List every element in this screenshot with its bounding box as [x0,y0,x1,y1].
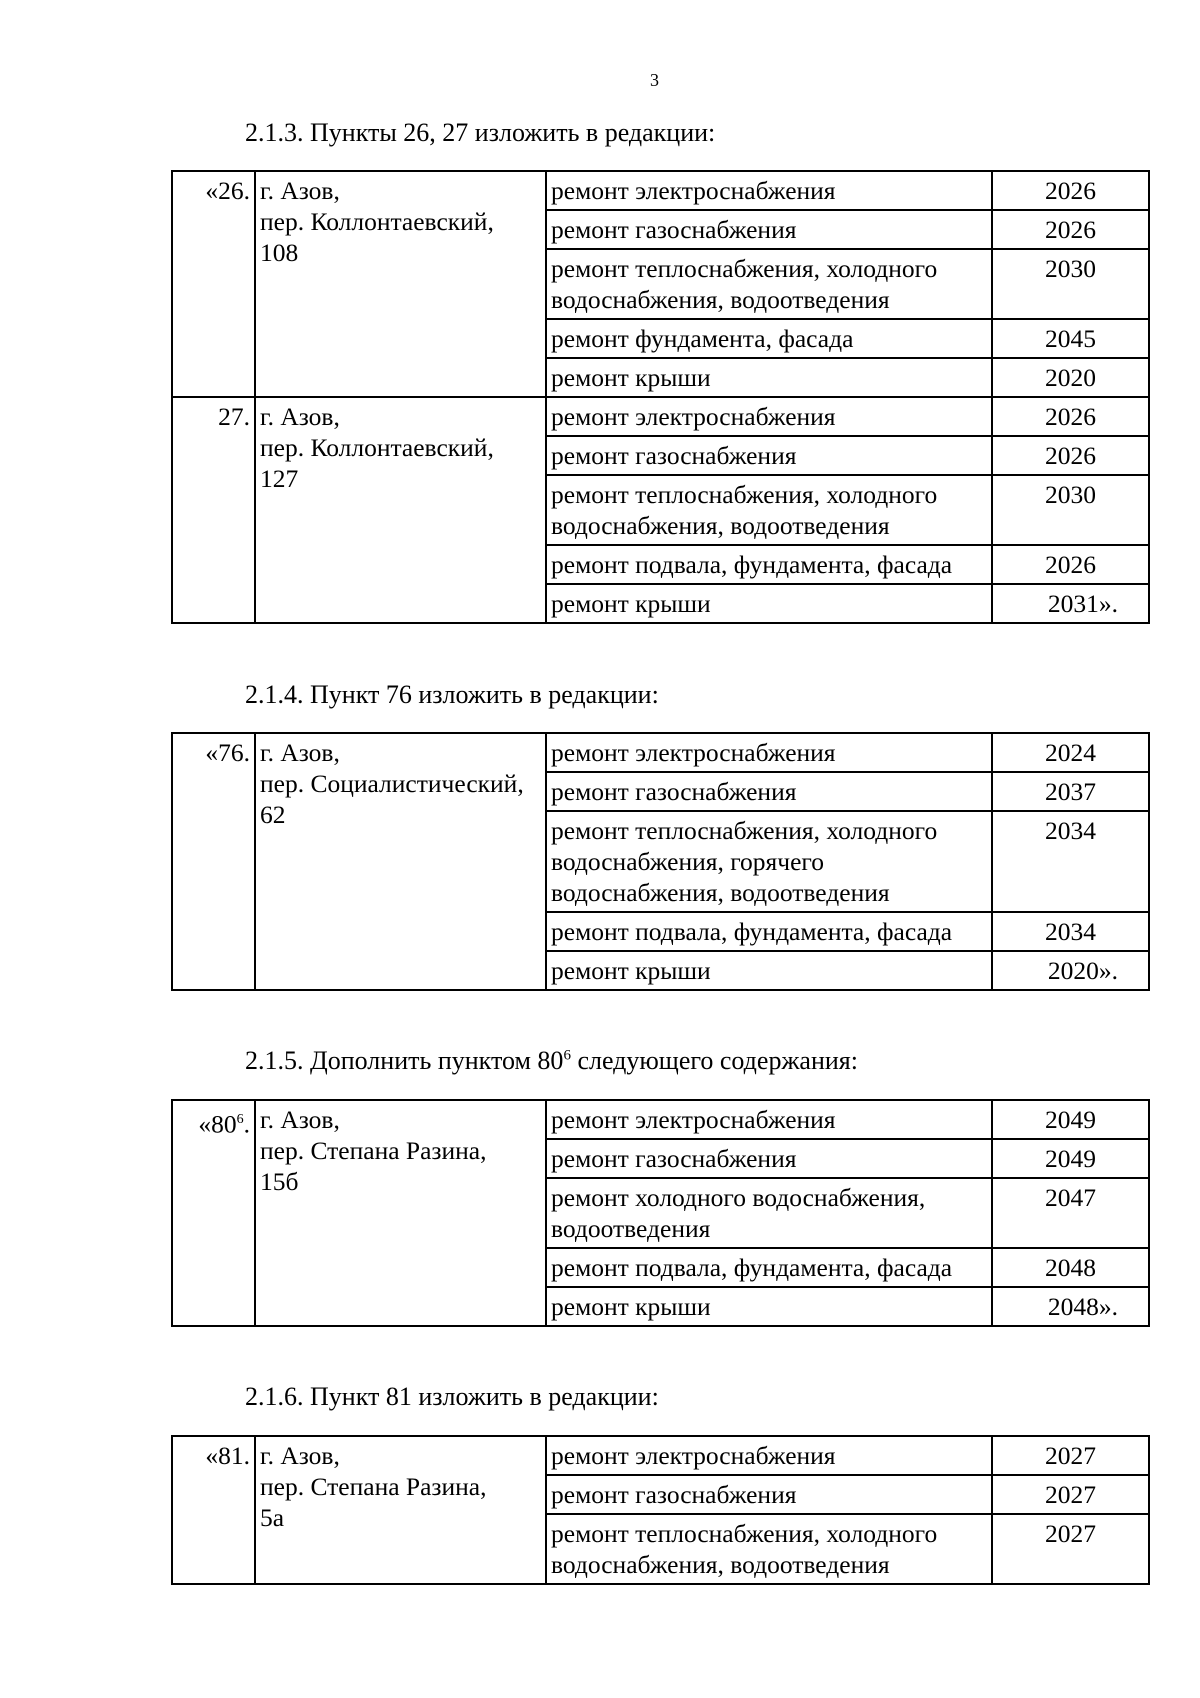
work-year: 2034 [992,912,1149,951]
section-heading: 2.1.6. Пункт 81 изложить в редакции: [245,1382,659,1411]
work-year: 2027 [992,1475,1149,1514]
work-year: 2045 [992,319,1149,358]
work-type: ремонт крыши [546,951,992,990]
work-type: ремонт газоснабжения [546,1139,992,1178]
address-house: 62 [260,800,286,829]
section-heading [245,1046,858,1076]
work-type: ремонт крыши [546,358,992,397]
address-house: 5а [260,1503,285,1532]
work-type: ремонт холодного водоснабжения, водоотведения [546,1178,992,1248]
work-type: ремонт теплоснабжения, холодного водоснабжения, горячего водоснабжения, водоотведения [546,811,992,912]
work-year: 2049 [992,1139,1149,1178]
work-year: 2027 [992,1436,1149,1475]
work-type: ремонт газоснабжения [546,1475,992,1514]
work-type: ремонт теплоснабжения, холодного водоснабжения, водоотведения [546,475,992,545]
address-cell [255,1436,546,1584]
work-year: 2026 [992,210,1149,249]
item-number-main: «80 [198,1109,237,1139]
work-year: 2031». [992,584,1149,623]
work-type: ремонт газоснабжения [546,772,992,811]
table-row [172,171,1149,210]
address-cell [255,1100,546,1326]
work-type: ремонт электроснабжения [546,1436,992,1475]
work-year: 2047 [992,1178,1149,1248]
address-cell [255,171,546,397]
work-year: 2048 [992,1248,1149,1287]
address-house: 15б [260,1167,299,1196]
address-street: пер. Степана Разина, [260,1136,487,1165]
work-type: ремонт фундамента, фасада [546,319,992,358]
item-number: «81. [172,1436,255,1584]
amendment-table [171,1099,1150,1327]
work-year: 2027 [992,1514,1149,1584]
work-type: ремонт подвала, фундамента, фасада [546,545,992,584]
address-city: г. Азов, [260,176,340,205]
work-type: ремонт крыши [546,1287,992,1326]
address-city: г. Азов, [260,402,340,431]
section-heading: 2.1.3. Пункты 26, 27 изложить в редакции: [245,118,716,147]
work-year: 2049 [992,1100,1149,1139]
work-type: ремонт теплоснабжения, холодного водоснабжения, водоотведения [546,1514,992,1584]
work-type: ремонт электроснабжения [546,171,992,210]
table-row [172,1100,1149,1139]
address-cell [255,397,546,623]
work-year: 2048». [992,1287,1149,1326]
address-house: 127 [260,464,299,493]
item-number: «76. [172,733,255,990]
work-year: 2037 [992,772,1149,811]
address-city: г. Азов, [260,1441,340,1470]
address-city: г. Азов, [260,1105,340,1134]
table-row [172,397,1149,436]
address-cell [255,733,546,990]
work-year: 2020». [992,951,1149,990]
work-year: 2020 [992,358,1149,397]
section-heading-text: 2.1.5. Дополнить пунктом 80 [245,1046,564,1075]
table-row [172,733,1149,772]
work-year: 2026 [992,397,1149,436]
work-year: 2024 [992,733,1149,772]
address-street: пер. Коллонтаевский, [260,207,494,236]
address-street: пер. Социалистический, [260,769,524,798]
address-street: пер. Коллонтаевский, [260,433,494,462]
work-type: ремонт подвала, фундамента, фасада [546,912,992,951]
item-number: «26. [172,171,255,397]
work-type: ремонт теплоснабжения, холодного водоснабжения, водоотведения [546,249,992,319]
amendment-table [171,170,1150,624]
work-year: 2030 [992,475,1149,545]
section-heading-text-tail: следующего содержания: [570,1046,858,1075]
work-type: ремонт газоснабжения [546,210,992,249]
work-year: 2034 [992,811,1149,912]
section-heading-superscript: 6 [563,1047,571,1064]
address-city: г. Азов, [260,738,340,767]
work-type: ремонт подвала, фундамента, фасада [546,1248,992,1287]
page-number: 3 [650,70,659,90]
item-number [172,1100,255,1326]
amendment-table [171,1435,1150,1585]
work-year: 2030 [992,249,1149,319]
item-number-superscript: 6 [236,1112,244,1127]
work-type: ремонт электроснабжения [546,1100,992,1139]
work-type: ремонт газоснабжения [546,436,992,475]
section-heading: 2.1.4. Пункт 76 изложить в редакции: [245,680,659,709]
amendment-table [171,732,1150,991]
work-year: 2026 [992,436,1149,475]
work-type: ремонт электроснабжения [546,397,992,436]
address-street: пер. Степана Разина, [260,1472,487,1501]
work-type: ремонт электроснабжения [546,733,992,772]
table-row [172,1436,1149,1475]
item-number-dot: . [243,1109,250,1139]
item-number: 27. [172,397,255,623]
address-house: 108 [260,238,299,267]
work-year: 2026 [992,545,1149,584]
work-year: 2026 [992,171,1149,210]
work-type: ремонт крыши [546,584,992,623]
